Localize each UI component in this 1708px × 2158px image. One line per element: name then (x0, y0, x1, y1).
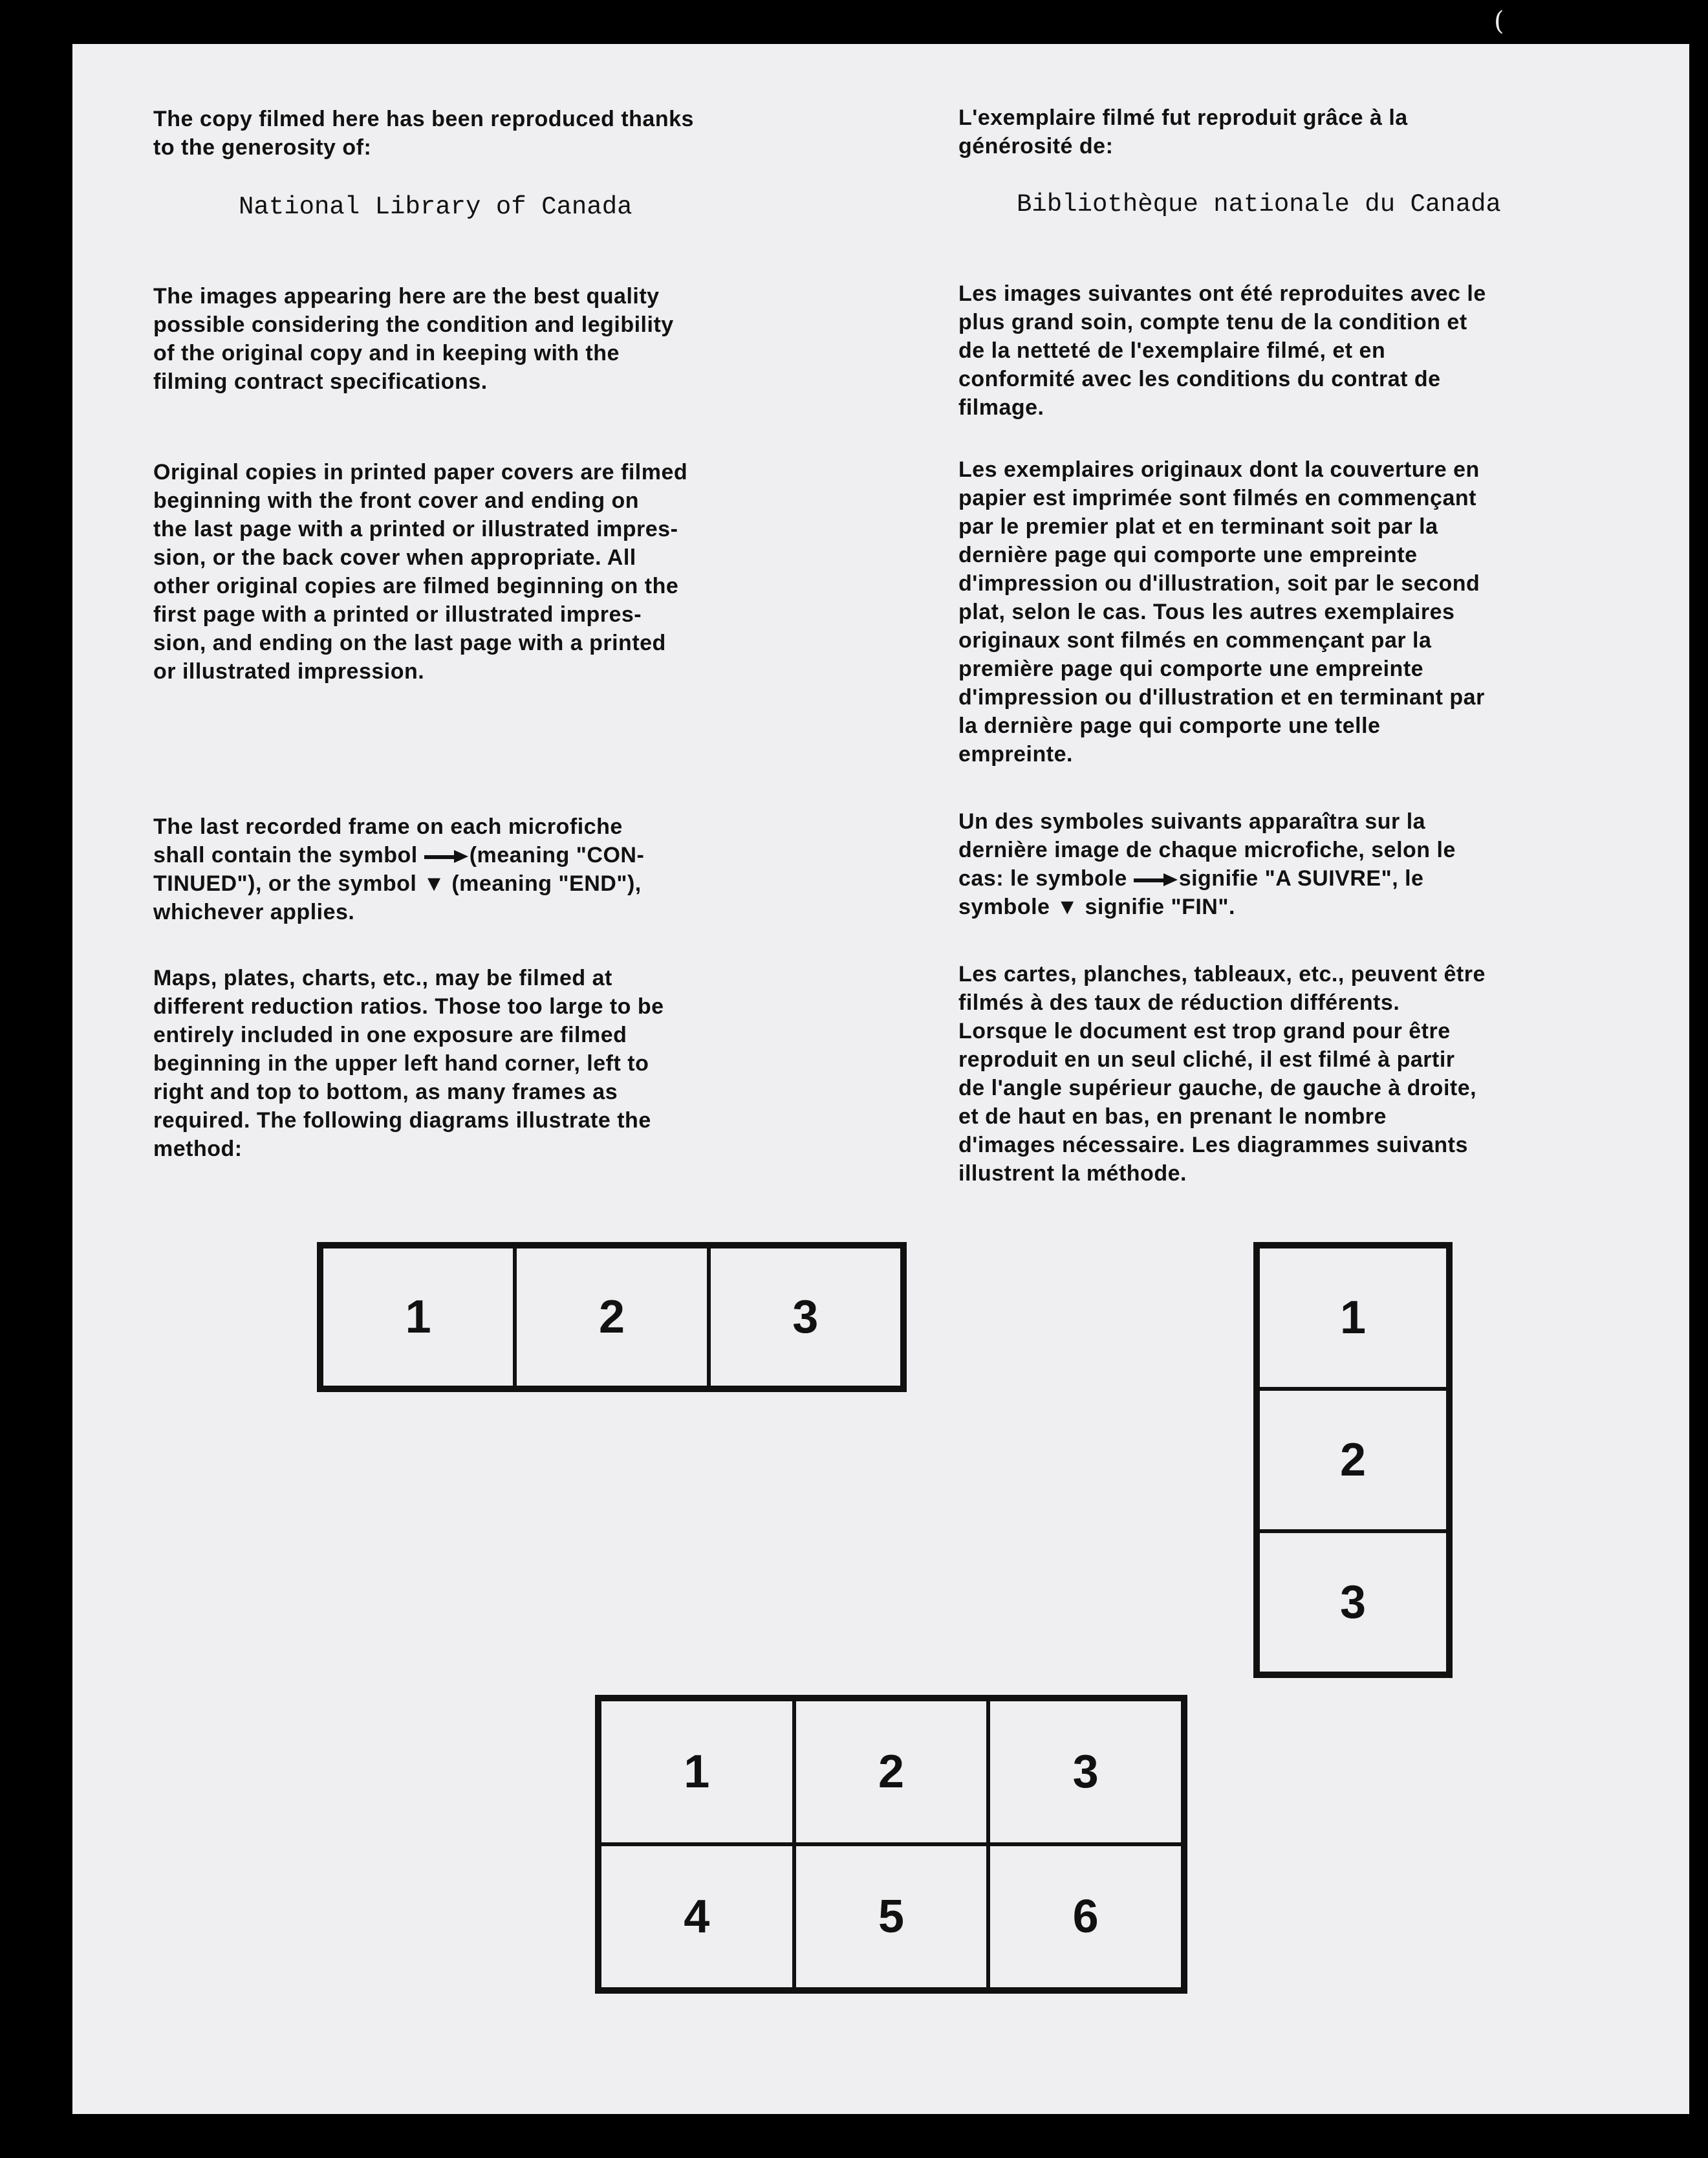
en-maps-paragraph: Maps, plates, charts, etc., may be filmed at different reduction ratios. Those too large to be entirely included in one exposure are filmed beginning in the upper left hand corner, left to right and top to bottom, as many frames as required. The following diagrams illustrate the method: (153, 966, 664, 1161)
document-page (72, 44, 1689, 2114)
en-intro: The copy filmed here has been reproduced thanks to the generosity of: (153, 107, 694, 160)
fr-quality-paragraph: Les images suivantes ont été reproduites avec le plus grand soin, compte tenu de la condition et de la netteté de l'exemplaire filmé, et en conformité avec les conditions du contrat de filmage. (958, 281, 1486, 420)
fr-covers-paragraph: Les exemplaires originaux dont la couverture en papier est imprimée sont filmés en commençant par le premier plat et en terminant soit par la dernière page qui comporte une empreinte d'impression ou d'illustration, soit par le second plat, selon le cas. Tous les autres exemplaires originaux sont filmés en commençant par la première page qui comporte une empreinte d'impression ou d'illustration et en terminant par la dernière page qui comporte une telle empreinte. (958, 457, 1485, 767)
en-symbol-text-b: (meaning "CON- TINUED"), or the symbol ▼ (meaning "END"), whichever applies. (153, 843, 645, 924)
frame-cell: 3 (709, 1247, 902, 1388)
diagram-grid (595, 1695, 1187, 1994)
fr-symbol-paragraph (958, 807, 1456, 921)
frame-cell: 1 (321, 1247, 515, 1388)
frame-cell: 5 (794, 1844, 989, 1989)
en-covers-paragraph: Original copies in printed paper covers are filmed beginning with the front cover and ending on the last page with a printed or illustrated impres- sion, or the back cover when appropriate. All other original copies are filmed beginning on the first page with a printed or illustrated impres- sion, and ending on the last page with a printed or illustrated impression. (153, 460, 688, 684)
en-library-name: National Library of Canada (239, 193, 632, 221)
corner-mark: ( (1494, 6, 1504, 36)
fr-maps-paragraph: Les cartes, planches, tableaux, etc., peuvent être filmés à des taux de réduction différents. Lorsque le document est trop grand pour être reproduit en un seul cliché, il est filmé à partir de l'angle supérieur gauche, de gauche à droite, et de haut en bas, en prenant le nombre d'images nécessaire. Les diagrammes suivants illustrent la méthode. (958, 962, 1486, 1186)
fr-intro: L'exemplaire filmé fut reproduit grâce à la générosité de: (958, 105, 1408, 158)
en-symbol-paragraph (153, 812, 644, 926)
diagram-horizontal (317, 1242, 907, 1392)
frame-cell: 6 (988, 1844, 1183, 1989)
diagram-vertical (1253, 1242, 1453, 1678)
frame-cell: 1 (1258, 1247, 1448, 1389)
en-quality-paragraph: The images appearing here are the best quality possible considering the condition and legibility of the original copy and in keeping with the filming contract specifications. (153, 284, 674, 394)
frame-cell: 4 (600, 1844, 794, 1989)
frame-cell: 1 (600, 1699, 794, 1844)
fr-symbol-text-b: signifie "A SUIVRE", le symbole ▼ signifie "FIN". (958, 866, 1424, 919)
continued-arrow-icon (424, 853, 470, 860)
frame-cell: 2 (1258, 1389, 1448, 1531)
frame-cell: 2 (515, 1247, 708, 1388)
frame-cell: 3 (1258, 1531, 1448, 1673)
en-symbol-text-a: The last recorded frame on each microfiche shall contain the symbol (153, 814, 623, 867)
frame-cell: 2 (794, 1699, 989, 1844)
continued-arrow-icon (1134, 877, 1179, 883)
frame-cell: 3 (988, 1699, 1183, 1844)
fr-library-name: Bibliothèque nationale du Canada (1017, 190, 1501, 219)
fr-symbol-text-a: Un des symboles suivants apparaîtra sur la dernière image de chaque microfiche, selon le cas: le symbole (958, 809, 1456, 891)
